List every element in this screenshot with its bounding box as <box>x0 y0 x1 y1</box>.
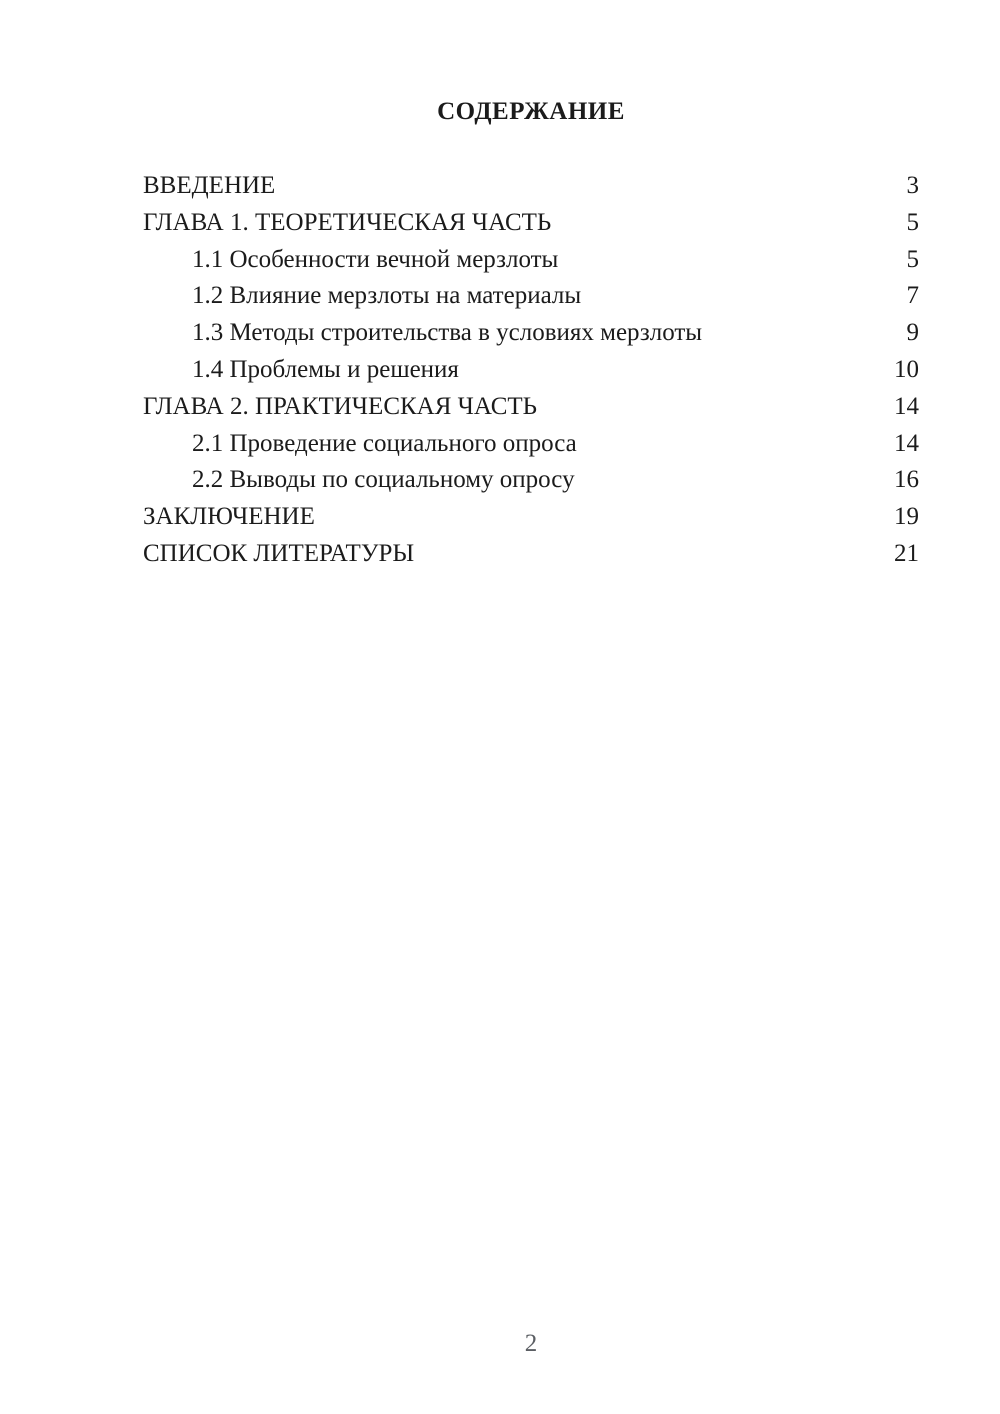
toc-entry-page: 14 <box>894 429 919 457</box>
toc-entry-label: 1.1 Особенности вечной мерзлоты <box>192 245 559 273</box>
toc-row <box>143 242 919 279</box>
toc-entry-page: 9 <box>906 319 919 347</box>
toc-entry-page: 7 <box>906 282 919 310</box>
toc-entry-label: 2.1 Проведение социального опроса <box>192 429 577 457</box>
toc-row <box>143 536 919 573</box>
toc-entry-page: 19 <box>894 503 919 531</box>
toc-entry-page: 10 <box>894 355 919 383</box>
toc-entry-page: 21 <box>894 539 919 567</box>
toc-entry-label: ВВЕДЕНИЕ <box>143 172 276 199</box>
toc-entry-label: 1.2 Влияние мерзлоты на материалы <box>192 282 582 310</box>
toc-entry-page: 5 <box>906 245 919 273</box>
toc-row <box>143 315 919 352</box>
page-number: 2 <box>524 1330 538 1357</box>
toc-entry-page: 16 <box>894 466 919 494</box>
toc-entry-label: ЗАКЛЮЧЕНИЕ <box>143 503 315 531</box>
toc-row <box>143 462 919 499</box>
toc-row <box>143 168 919 205</box>
toc-row <box>143 352 919 389</box>
toc-row <box>143 389 919 426</box>
toc-entry-label: ГЛАВА 2. ПРАКТИЧЕСКАЯ ЧАСТЬ <box>143 392 538 420</box>
toc-entry-page: 5 <box>906 208 919 236</box>
toc-entry-label: СПИСОК ЛИТЕРАТУРЫ <box>143 539 415 567</box>
toc-entry-label: 1.4 Проблемы и решения <box>192 355 459 383</box>
toc-row <box>143 278 919 315</box>
toc-entry-label: 2.2 Выводы по социальному опросу <box>192 466 575 494</box>
toc-entry-page: 3 <box>906 172 919 199</box>
toc-content <box>143 0 919 573</box>
toc-title: СОДЕРЖАНИЕ <box>437 98 625 125</box>
toc-list <box>143 168 919 573</box>
toc-row <box>143 426 919 463</box>
toc-entry-page: 14 <box>894 392 919 420</box>
toc-row <box>143 205 919 242</box>
toc-entry-label: ГЛАВА 1. ТЕОРЕТИЧЕСКАЯ ЧАСТЬ <box>143 208 552 236</box>
page-footer <box>143 1325 919 1362</box>
toc-row <box>143 499 919 536</box>
toc-entry-label: 1.3 Методы строительства в условиях мерзлоты <box>192 319 703 347</box>
